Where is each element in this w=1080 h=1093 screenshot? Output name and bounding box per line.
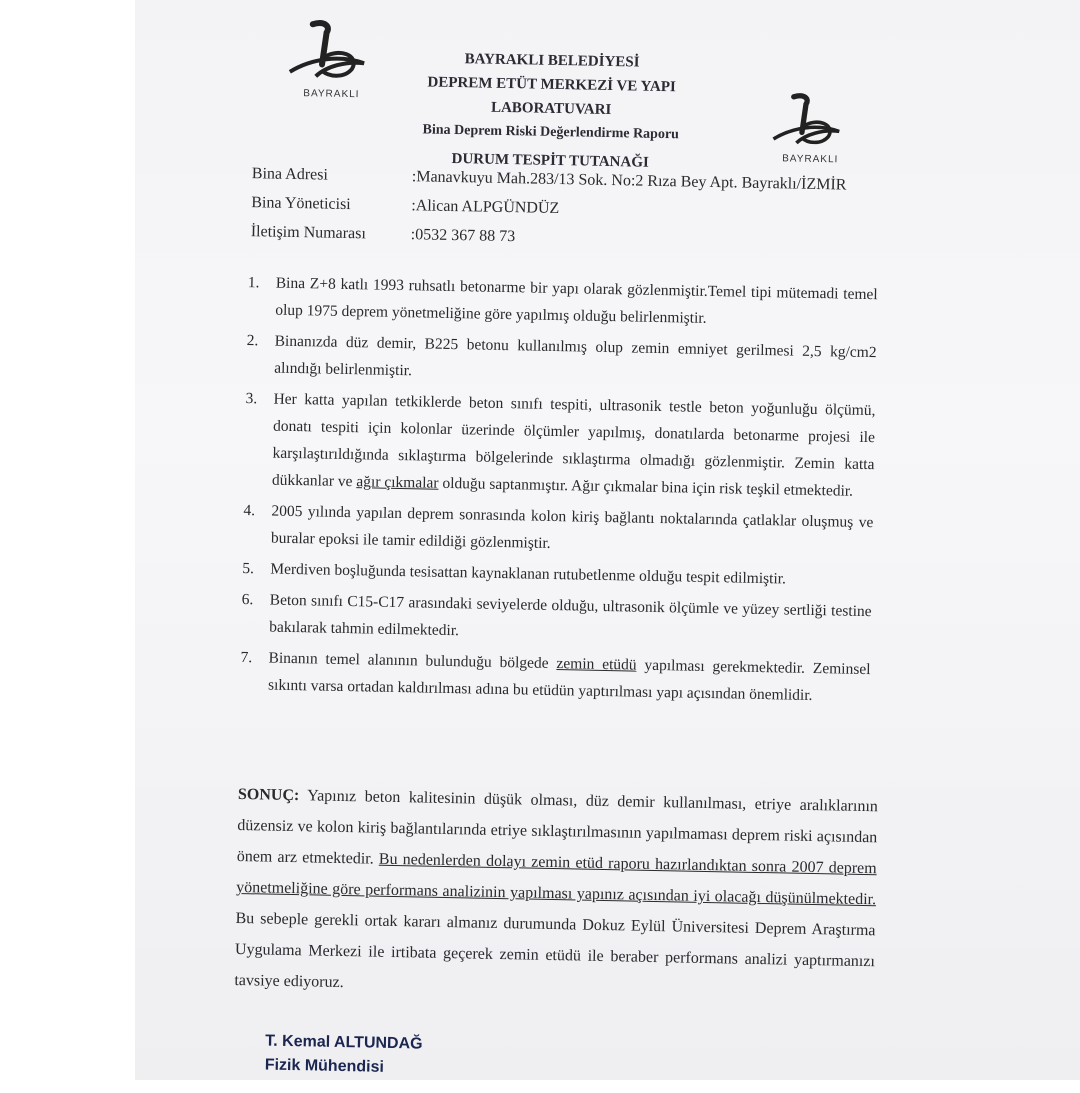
conclusion-text-pre: Yapınız beton kalitesinin düşük olması, düz demir kullanılması, etriye aralıklarının düzensiz ve kolon kiriş bağlantılarında etriye sıklaştırılmasının yapılmaması deprem riski açısından önem arz etmektedir. bbox=[236, 787, 879, 868]
item-text: Binanızda düz demir, B225 betonu kullanılmış olup zemin emniyet gerilmesi 2,5 kg/cm2 alındığı belirlenmiştir. bbox=[274, 332, 877, 380]
item-text-pre: Her katta yapılan tetkiklerde beton sınıfı tespiti, ultrasonik testle beton yoğunluğu ölçümü, donatı tespiti için kolonlar üzerinde ölçümler yapılmış, donatılarda betonarme projesi ile karşılaştırıldığında sıklaştırma bölgelerinde sıklaştırma olmadığı gözlenmiştir. Zemin katta dükkanlar ve bbox=[271, 390, 876, 491]
header-subtitle: Bina Deprem Riski Değerlendirme Raporu bbox=[422, 122, 680, 143]
list-item bbox=[244, 385, 876, 505]
item-number: 4. bbox=[243, 502, 256, 520]
list-item bbox=[247, 269, 878, 335]
logo-text: BAYRAKLI bbox=[782, 153, 839, 166]
field-value: :Manavkuyu Mah.283/13 Sok. No:2 Rıza Bey Apt. Bayraklı/İZMİR bbox=[411, 168, 847, 194]
field-value: :Alican ALPGÜNDÜZ bbox=[411, 197, 560, 218]
municipality-logo-right bbox=[755, 91, 866, 166]
conclusion-text-post: Bu sebeple gerekli ortak kararı almanız durumunda Dokuz Eylül Üniversitesi Deprem Araştırma Uygulama Merkezi ile irtibata geçerek zemin etüdü ile beraber performans analizi yaptırmanızı tavsiye ediyoruz. bbox=[234, 909, 876, 992]
item-text-post: olduğu saptanmıştır. Ağır çıkmalar bina için risk teşkil etmektedir. bbox=[438, 474, 854, 500]
building-info bbox=[251, 159, 847, 257]
underlined-phrase: ağır çıkmalar bbox=[356, 473, 439, 492]
item-number: 2. bbox=[246, 332, 259, 350]
item-number: 1. bbox=[247, 274, 260, 292]
header-line-1: BAYRAKLI BELEDİYESİ bbox=[464, 51, 640, 71]
item-text: Merdiven boşluğunda tesisattan kaynaklanan rutubetlenme olduğu tespit edilmiştir. bbox=[270, 560, 787, 588]
field-value: :0532 367 88 73 bbox=[410, 226, 516, 246]
bayrakli-logo-icon bbox=[765, 91, 856, 155]
item-text bbox=[272, 386, 876, 506]
item-text: Beton sınıfı C15-C17 arasındaki seviyelerde olduğu, ultrasonik ölçümle ve yüzey sertliği testine bakılarak tahmin edilmektedir. bbox=[269, 591, 872, 640]
signatory-role: Fizik Mühendisi bbox=[264, 1056, 385, 1076]
conclusion-label: SONUÇ: bbox=[237, 785, 300, 805]
item-number: 7. bbox=[240, 648, 253, 667]
document-page bbox=[135, 0, 1080, 1080]
item-text bbox=[268, 645, 871, 711]
header-line-3: LABORATUVARI bbox=[490, 99, 612, 119]
item-text: 2005 yılında yapılan deprem sonrasında kolon kiriş bağlantı noktalarında çatlaklar oluşmuş ve buralar epoksi ile tamir edildiği gözlenmiştir. bbox=[270, 502, 874, 552]
list-item bbox=[240, 644, 871, 710]
field-label: İletişim Numarası bbox=[250, 223, 367, 243]
item-text-pre: Binanın temel alanının bulunduğu bölgede bbox=[268, 649, 557, 673]
document-title: DURUM TESPİT TUTANAĞI bbox=[451, 150, 649, 171]
header-line-2: DEPREM ETÜT MERKEZİ VE YAPI bbox=[427, 74, 676, 96]
conclusion-paragraph bbox=[234, 779, 878, 1008]
item-text-post: yapılması gerekmektedir. Zeminsel sıkıntı varsa ortadan kaldırılması adına bu etüdün yaptırılması yapı açısından önemlidir. bbox=[267, 656, 871, 704]
list-item bbox=[246, 327, 877, 393]
item-number: 3. bbox=[245, 390, 258, 408]
municipality-logo-left bbox=[276, 18, 388, 101]
signature-block bbox=[265, 1030, 423, 1081]
underlined-phrase: zemin etüdü bbox=[556, 655, 637, 674]
conclusion-underlined: Bu nedenlerden dolayı zemin etüd raporu hazırlandıktan sonra 2007 deprem yönetmeliğine göre performans analizinin yapılması yapınız açısından iyi olacağı düşünülmektedir. bbox=[236, 850, 877, 909]
document-header bbox=[380, 46, 722, 177]
logo-text: BAYRAKLI bbox=[303, 88, 360, 101]
item-text: Bina Z+8 katlı 1993 ruhsatlı betonarme bir yapı olarak gözlenmiştir.Temel tipi mütemadi temel olup 1975 deprem yönetmeliğine göre yapılmış olduğu belirlenmiştir. bbox=[275, 274, 878, 327]
field-label: Bina Adresi bbox=[251, 165, 329, 184]
list-item bbox=[241, 586, 872, 652]
signatory-name: T. Kemal ALTUNDAĞ bbox=[265, 1032, 423, 1053]
bayrakli-logo-icon bbox=[282, 18, 383, 90]
item-number: 6. bbox=[241, 591, 254, 609]
field-label: Bina Yöneticisi bbox=[251, 194, 351, 214]
findings-list bbox=[240, 269, 878, 714]
item-number: 5. bbox=[242, 560, 255, 578]
list-item bbox=[243, 497, 874, 563]
